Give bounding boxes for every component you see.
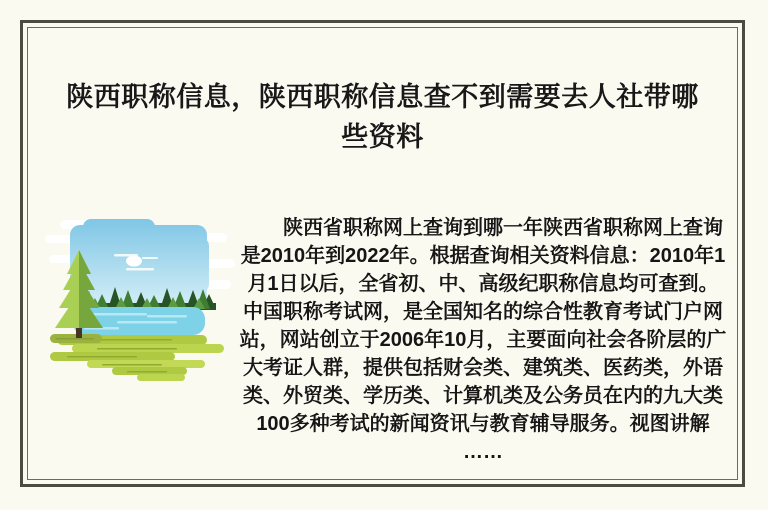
landscape-illustration — [42, 214, 237, 386]
article-title: 陕西职称信息，陕西职称信息查不到需要去人社带哪些资料 — [66, 82, 699, 152]
article-card-inner-frame — [27, 27, 738, 480]
forest-lake-landscape-icon — [42, 214, 237, 386]
article-card — [20, 20, 745, 487]
article-body: 陕西省职称网上查询到哪一年陕西省职称网上查询是2010年到2022年。根据查询相关资料信息：2010年1月1日以后，全省初、中、高级纪职称信息均可查到。中国职称考试网，是全国知名的综合性教育考试门户网站，网站创立于2006年10月，主要面向社会各阶层的广大考证人群，提供包括财会类、建筑类、医药类，外语类、外贸类、学历类、计算机类及公务员在内的九大类100多种考试的新闻资讯与教育辅导服务。视图讲解 …… — [239, 217, 727, 463]
article-content — [28, 214, 737, 466]
